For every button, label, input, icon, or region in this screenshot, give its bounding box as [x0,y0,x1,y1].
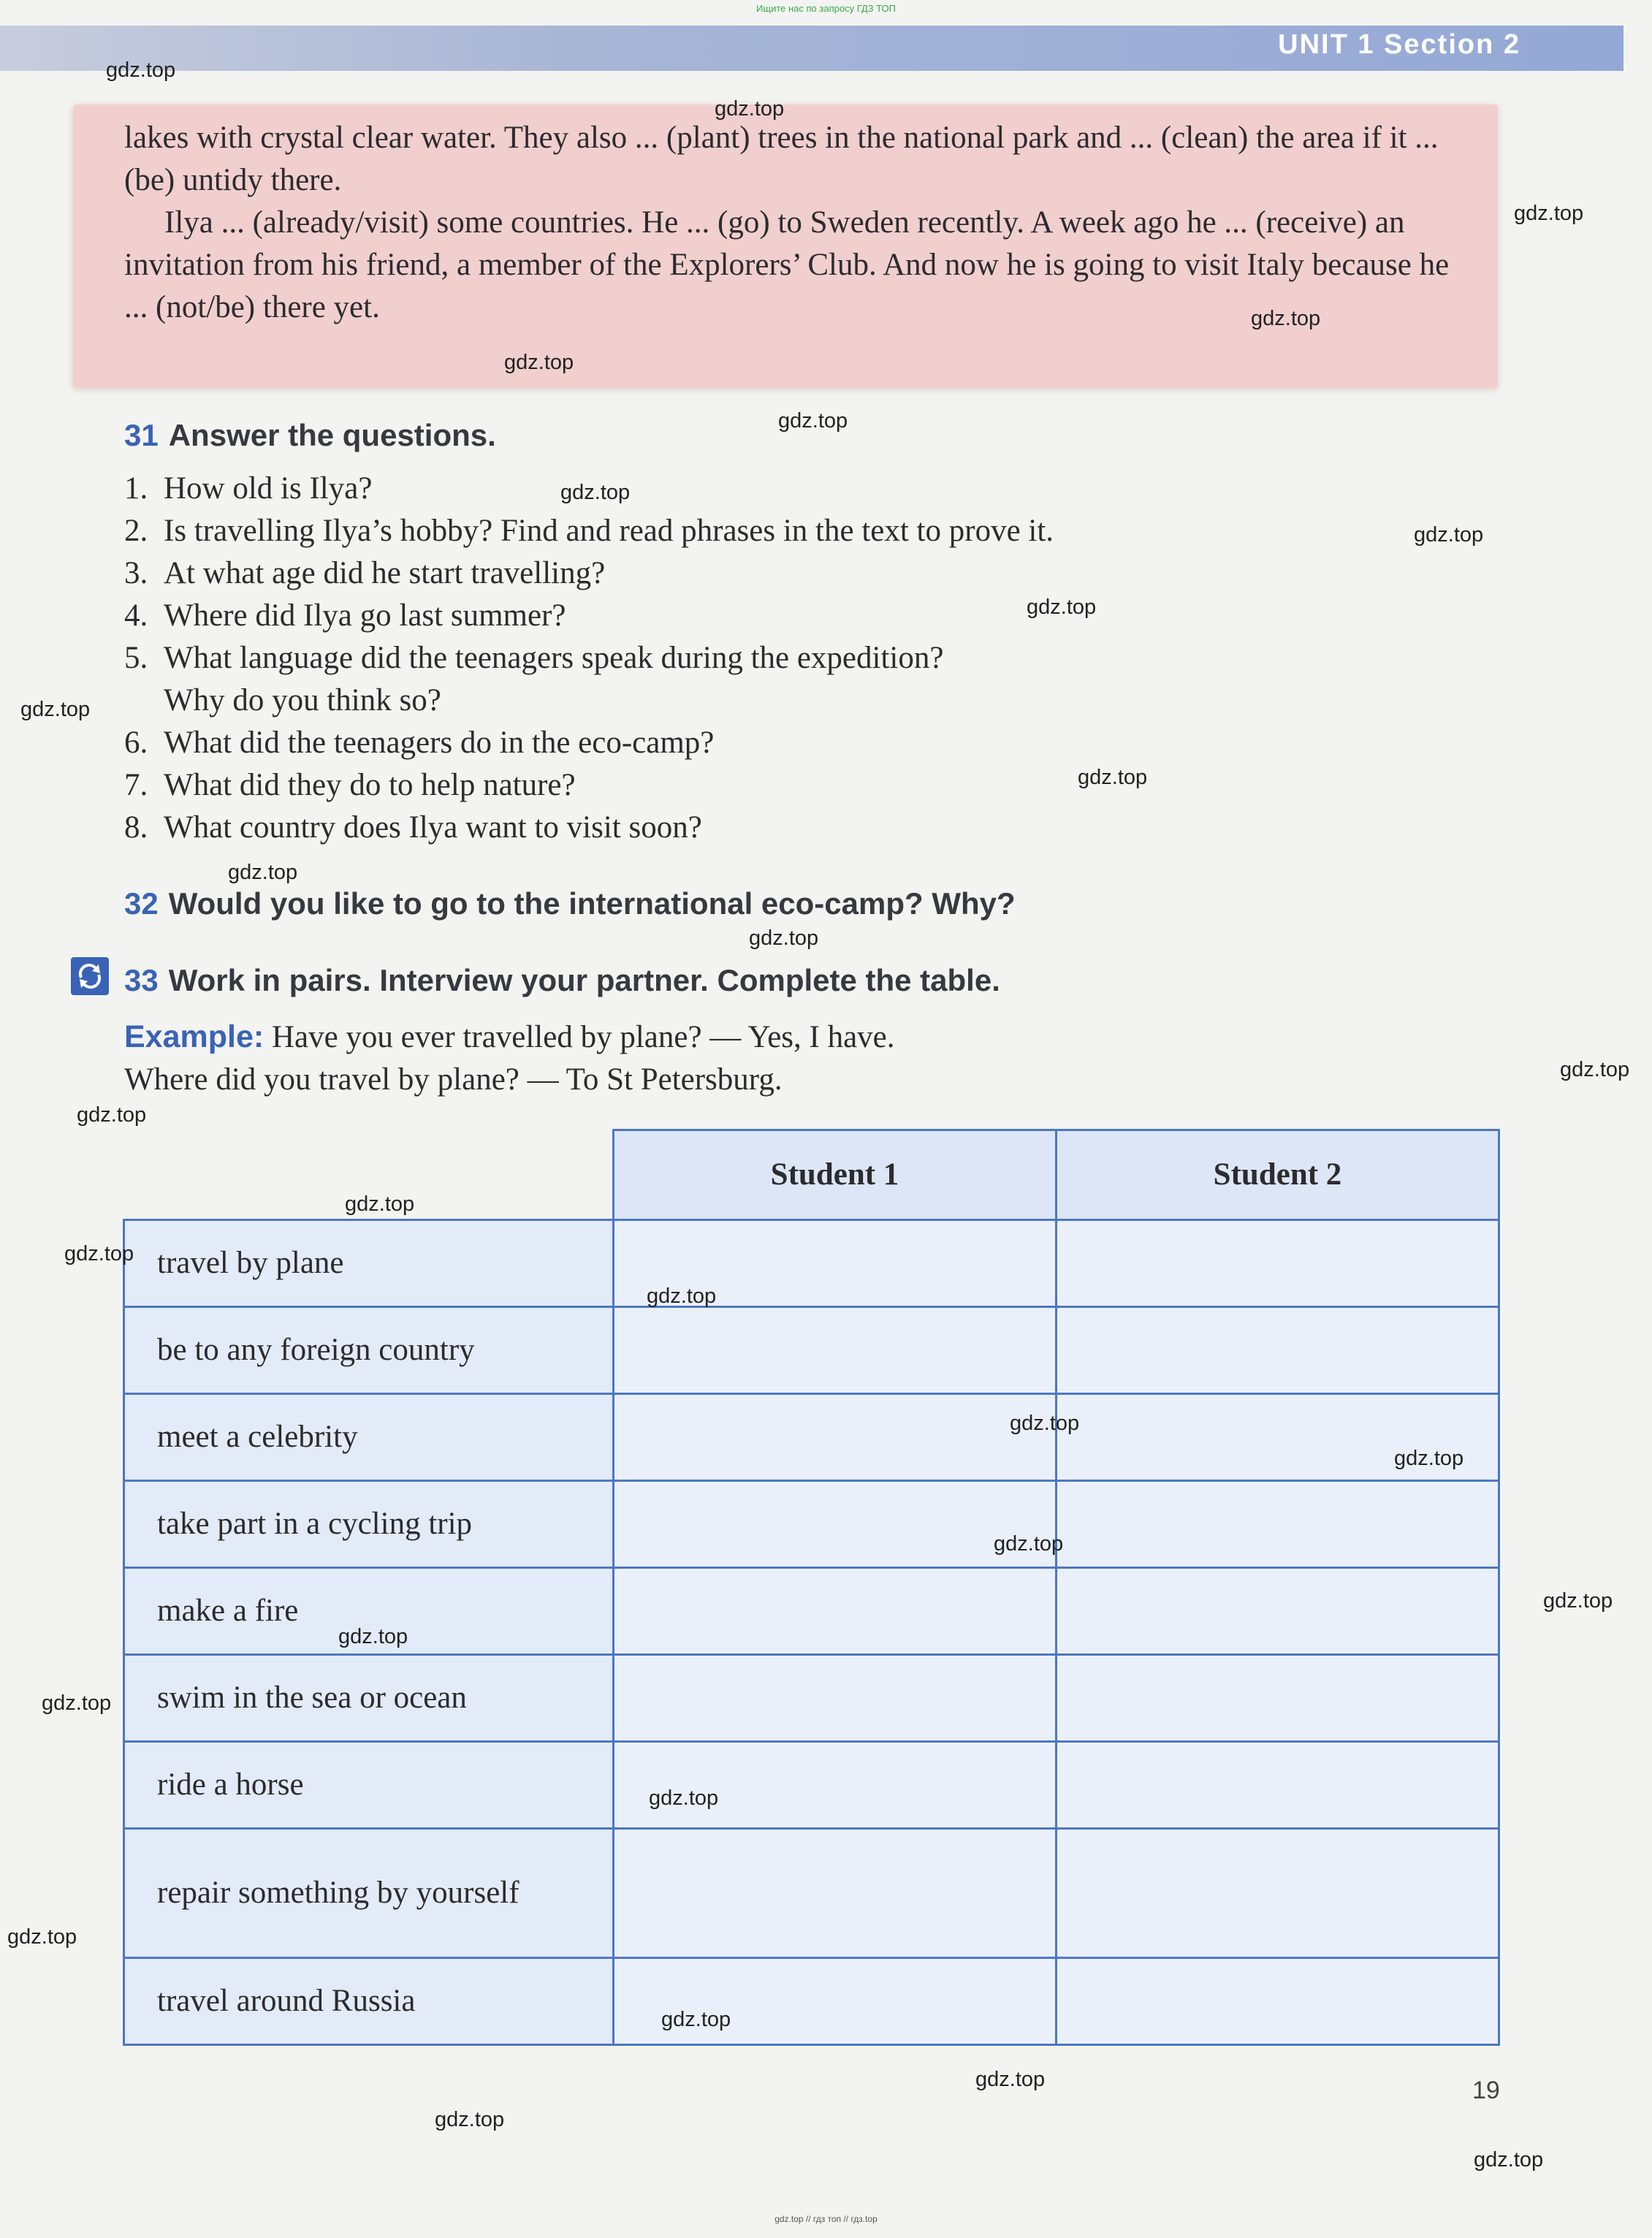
watermark: gdz.top [661,2008,731,2031]
watermark: gdz.top [1560,1058,1630,1081]
list-item: 5. What language did the teenagers speak during the expedition? [124,641,944,675]
watermark: gdz.top [1078,766,1148,789]
watermark: gdz.top [338,1625,408,1648]
table-row [124,1307,1499,1394]
watermark: gdz.top [1251,307,1321,330]
row-label: make a fire [124,1568,614,1655]
list-item: 6. What did the teenagers do in the eco-camp? [124,726,715,760]
row-label: be to any foreign country [124,1307,614,1394]
watermark: gdz.top [1394,1447,1464,1470]
watermark: gdz.top [1027,595,1097,619]
answer-cell-student-2[interactable] [1057,1655,1499,1742]
watermark: gdz.top [42,1691,112,1715]
table-row [124,1568,1499,1655]
list-item: 2. Is travelling Ilya’s hobby? Find and read phrases in the text to prove it. [124,514,1054,548]
watermark: gdz.top [647,1284,717,1308]
watermark: gdz.top [1010,1412,1080,1435]
watermark: gdz.top [504,351,574,374]
example-line-1: Have you ever travelled by plane? — Yes, I have. [271,1020,895,1054]
task-31-title: Answer the questions. [168,418,496,452]
task-32-title: Would you like to go to the international eco-camp? Why? [168,886,1016,921]
watermark: gdz.top [778,409,848,433]
watermark: gdz.top [560,481,631,504]
watermark: gdz.top [749,926,819,950]
watermark: gdz.top [435,2108,505,2131]
task-31-heading [124,418,496,453]
reading-paragraph-1: lakes with crystal clear water. They also ... (plant) trees in the national park and ... (clean) the area if it ... (be) untidy there. [124,121,1439,197]
answer-cell-student-1[interactable] [614,1655,1057,1742]
watermark: gdz.top [1414,523,1484,547]
answer-cell-student-2[interactable] [1057,1829,1499,1958]
bottom-note: gdz.top // гдз топ // гдз.top [774,2214,878,2224]
task-32-heading [124,886,1016,921]
watermark: gdz.top [20,698,91,721]
answer-cell-student-1[interactable] [614,1829,1057,1958]
list-item: 4. Where did Ilya go last summer? [124,598,566,633]
reading-paragraph-2: Ilya ... (already/visit) some countries. He ... (go) to Sweden recently. A week ago he ... (receive) an invitation from his friend, a member of the Explorers’ Club. And now he is going to visit Italy because he ... (not/be) there yet. [124,205,1450,324]
example-label: Example: [124,1019,264,1054]
answer-cell-student-1[interactable] [614,1568,1057,1655]
list-item: Why do you think so? [164,683,441,718]
table-row [124,1394,1499,1481]
task-32-number: 32 [124,886,159,921]
watermark: gdz.top [1474,2148,1544,2172]
example-line-2: Where did you travel by plane? — To St Petersburg. [124,1062,783,1097]
answer-cell-student-1[interactable] [614,1307,1057,1394]
watermark: gdz.top [228,861,298,884]
watermark: gdz.top [1543,1589,1613,1613]
task-33-number: 33 [124,963,159,997]
watermark: gdz.top [975,2068,1046,2091]
row-label: travel around Russia [124,1958,614,2045]
watermark: gdz.top [77,1103,147,1127]
unit-label: UNIT 1 Section 2 [1278,29,1520,60]
watermark: gdz.top [649,1786,719,1810]
example-block [124,1016,1439,1101]
top-note: Ищите нас по запросу ГДЗ ТОП [756,3,896,14]
column-header-student-2: Student 2 [1057,1130,1499,1220]
watermark: gdz.top [994,1532,1064,1556]
watermark: gdz.top [1514,202,1584,225]
watermark: gdz.top [7,1925,77,1949]
answer-cell-student-2[interactable] [1057,1307,1499,1394]
table-row [124,1481,1499,1568]
row-label: meet a celebrity [124,1394,614,1481]
answer-cell-student-1[interactable] [614,1481,1057,1568]
watermark: gdz.top [345,1192,415,1216]
answer-cell-student-2[interactable] [1057,1568,1499,1655]
page-number: 19 [1472,2077,1500,2104]
question-list [124,468,1366,849]
answer-cell-student-2[interactable] [1057,1220,1499,1307]
list-item: 7. What did they do to help nature? [124,768,576,802]
reading-text [124,117,1476,329]
row-label: take part in a cycling trip [124,1481,614,1568]
table-row [124,1220,1499,1307]
pair-work-icon [71,957,109,995]
answer-cell-student-2[interactable] [1057,1481,1499,1568]
task-33-heading [124,963,1000,998]
table-row [124,1655,1499,1742]
list-item: 1. How old is Ilya? [124,471,373,506]
table-row [124,1829,1499,1958]
list-item: 8. What country does Ilya want to visit soon? [124,810,702,845]
table-row [124,1958,1499,2045]
answer-cell-student-1[interactable] [614,1742,1057,1829]
watermark: gdz.top [106,58,176,82]
answer-cell-student-2[interactable] [1057,1958,1499,2045]
row-label: travel by plane [124,1220,614,1307]
answer-cell-student-2[interactable] [1057,1742,1499,1829]
task-33-title: Work in pairs. Interview your partner. Complete the table. [168,963,1000,997]
table-row [124,1742,1499,1829]
interview-table [123,1129,1500,2046]
watermark: gdz.top [64,1242,134,1265]
list-item: 3. At what age did he start travelling? [124,556,606,590]
row-label: swim in the sea or ocean [124,1655,614,1742]
table-header-row [124,1130,1499,1220]
row-label: ride a horse [124,1742,614,1829]
task-31-number: 31 [124,418,159,452]
answer-cell-student-1[interactable] [614,1394,1057,1481]
column-header-student-1: Student 1 [614,1130,1057,1220]
row-label: repair something by yourself [124,1829,614,1958]
watermark: gdz.top [715,97,785,121]
